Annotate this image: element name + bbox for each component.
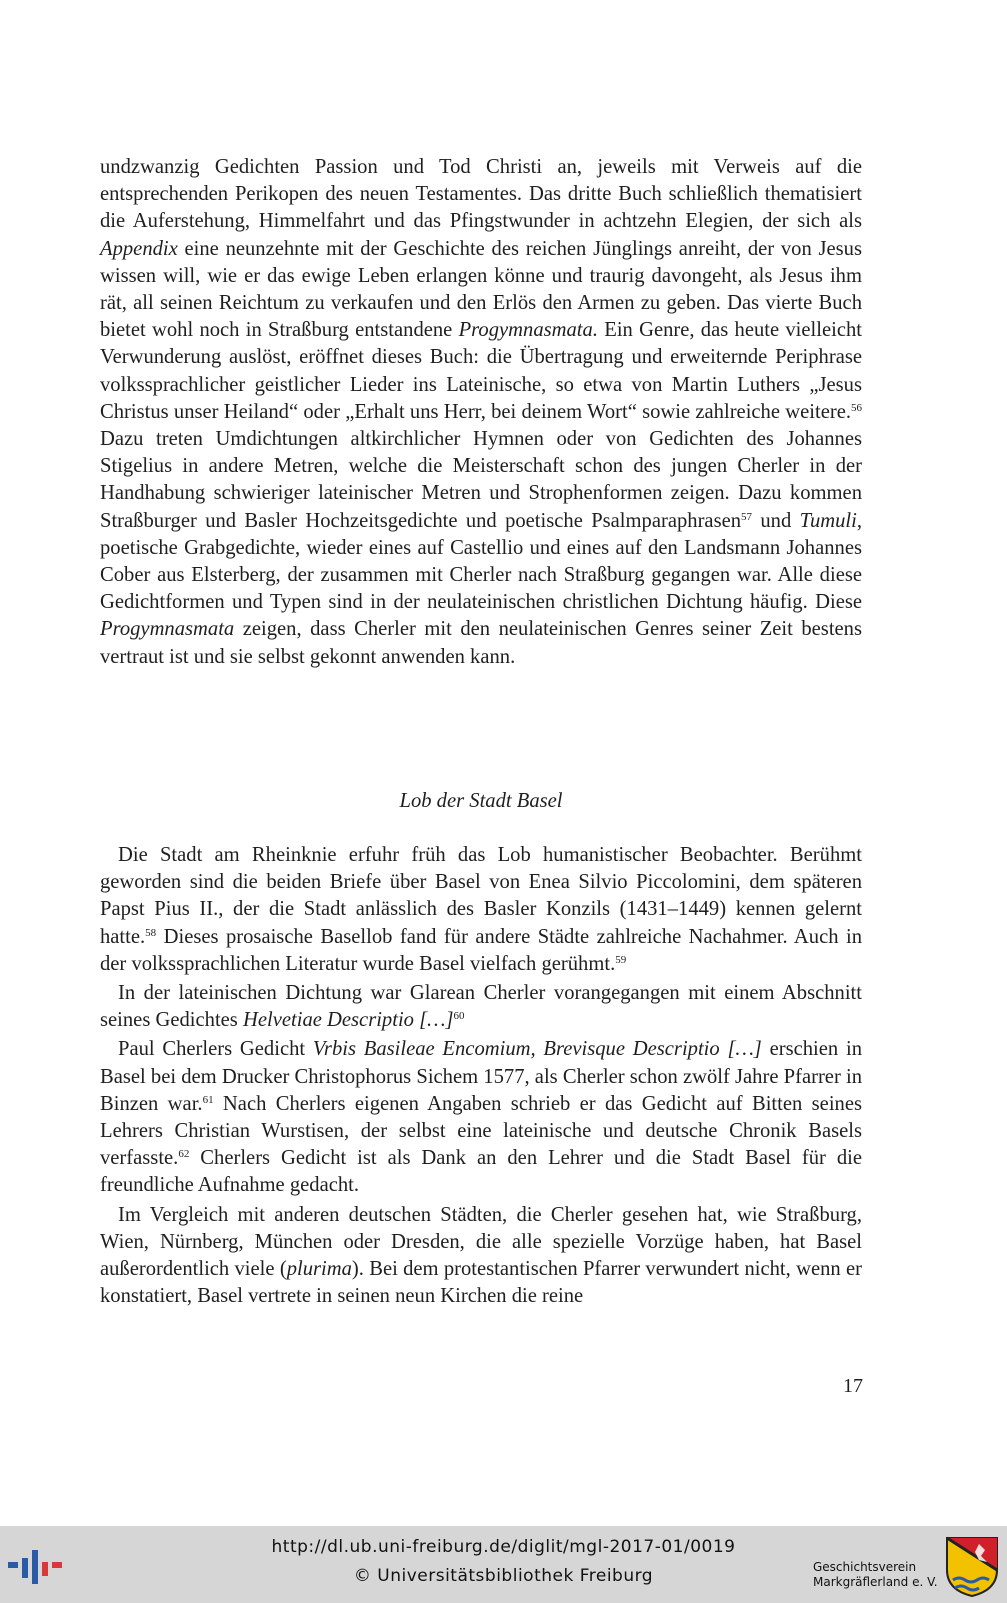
paragraph: Die Stadt am Rheinknie erfuhr früh das Lob humanistischer Beobachter. Berühmt geworden sind die beiden Briefe über Basel von Enea Silvio Piccolomini, dem späteren Papst Pius II., der die Stadt anlässlich des Basler Konzils (1431–1449) kennen gelernt hatte.$^{58}$ Dieses prosaische Basellob fand für andere Städte zahlreiche Nachahmer. Auch in der volkssprachlichen Literatur wurde Basel vielfach gerühmt.$^{59}$: [100, 844, 862, 975]
body-text-top: [100, 154, 862, 671]
footnote-ref: 59: [615, 953, 627, 966]
copyright-text: © Universitätsbibliothek Freiburg: [353, 1566, 654, 1586]
footnote-ref: 56: [851, 401, 862, 414]
coat-of-arms-icon[interactable]: [945, 1536, 999, 1598]
document-url-link[interactable]: http://dl.ub.uni-freiburg.de/diglit/mgl-2017-01/0019: [271, 1537, 736, 1557]
footnote-ref: 60: [453, 1010, 465, 1023]
footnote-ref: 61: [202, 1093, 214, 1106]
paragraph: Paul Cherlers Gedicht Vrbis Basileae Encomium, Brevisque Descriptio […] erschien in Basel bei dem Drucker Christophorus Sichem 1577, als Cherler schon zwölf Jahre Pfarrer in Binzen war.$^{61}$ Nach Cherlers eigenen Angaben schrieb er das Gedicht auf Bitten seines Lehrers Christian Wurstisen, der selbst eine lateinische und deutsche Chronik Basels verfasste.$^{62}$ Cherlers Gedicht ist als Dank an den Lehrer und die Stadt Basel für die freundliche Aufnahme gedacht.: [100, 1038, 862, 1197]
footnote-ref: 57: [741, 510, 753, 523]
section-heading: Lob der Stadt Basel: [399, 790, 563, 812]
paragraph: Im Vergleich mit anderen deutschen Städten, die Cherler gesehen hat, wie Straßburg, Wien, Nürnberg, München oder Dresden, die alle spezielle Vorzüge haben, hat Basel außerordentlich viele (plurima). Bei dem protestantischen Pfarrer verwundert nicht, wenn er konstatiert, Basel vertrete in seinen neun Kirchen die reine: [100, 1203, 862, 1308]
footnote-ref: 62: [178, 1148, 190, 1161]
paragraph: undzwanzig Gedichten Passion und Tod Christi an, jeweils mit Verweis auf die entsprechenden Perikopen des neuen Testamentes. Das dritte Buch schließlich thematisiert die Auferstehung, Himmelfahrt und das Pfingstwunder in achtzehn Elegien, der sich als Appendix eine neunzehnte mit der Geschichte des reichen Jünglings anreiht, der von Jesus wissen will, wie er das ewige Leben erlangen könne und traurig davongeht, als Jesus ihm rät, all seinen Reichtum zu verkaufen und den Erlös den Armen zu geben. Das vierte Buch bietet wohl noch in Straßburg entstandene Progymnasmata. Ein Genre, das heute vielleicht Verwunderung auslöst, eröffnet dieses Buch: die Übertragung und erweiternde Periphrase volkssprachlicher geistlicher Lieder ins Lateinische, so etwa von Martin Luthers „Jesus Christus unser Heiland“ oder „Erhalt uns Herr, bei deinem Wort“ sowie zahlreiche weitere.$^{56}$ Dazu treten Umdichtungen altkirchlicher Hymnen oder von Gedichten des Johannes Stigelius in andere Metren, welche die Meisterschaft schon des jungen Cherler in der Handhabung schwieriger lateinischer Metren und Strophenformen zeigen. Dazu kommen Straßburger und Basler Hochzeitsgedichte und poetische Psalmparaphrasen$^{57}$ und Tumuli, poetische Grabgedichte, wieder eines auf Castellio und eines auf den Landsmann Johannes Cober aus Elsterberg, der zusammen mit Cherler nach Straßburg gegangen war. Alle diese Gedichtformen und Typen sind in der neulateinischen christlichen Dichtung häufig. Diese Progymnasmata zeigen, dass Cherler mit den neulateinischen Genres seiner Zeit bestens vertraut ist und sie selbst gekonnt anwenden kann.: [100, 156, 863, 668]
society-name[interactable]: [813, 1560, 938, 1590]
society-line-2: Markgräflerland e. V.: [813, 1575, 938, 1589]
footnote-ref: 58: [145, 926, 157, 939]
page-number: 17: [843, 1375, 863, 1397]
footer-bar: [0, 1526, 1007, 1603]
paragraph: In der lateinischen Dichtung war Glarean Cherler vorangegangen mit einem Abschnitt seines Gedichtes Helvetiae Descriptio […]$^{60}$: [100, 982, 862, 1032]
society-line-1: Geschichtsverein: [813, 1560, 917, 1574]
body-text-bottom: [100, 842, 862, 1310]
